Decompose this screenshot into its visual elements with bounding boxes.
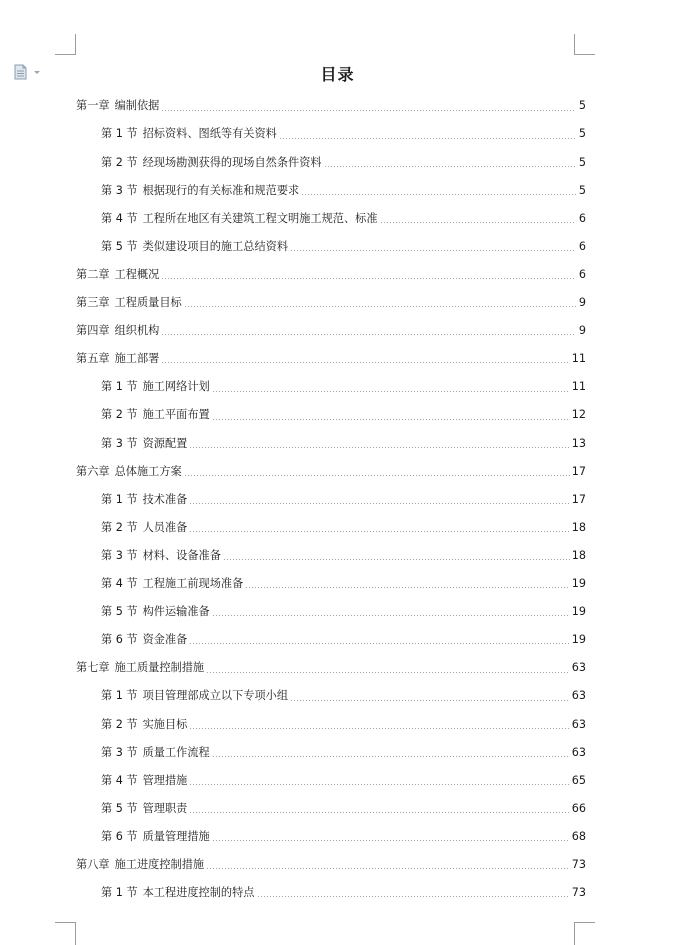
toc-chapter-entry[interactable]	[76, 317, 586, 345]
toc-page-number: 19	[571, 633, 586, 647]
toc-section-entry[interactable]	[101, 485, 586, 513]
toc-section-entry[interactable]	[101, 233, 586, 261]
toc-section-entry[interactable]	[101, 514, 586, 542]
toc-page-number: 63	[571, 689, 586, 703]
toc-section-entry[interactable]	[101, 710, 586, 738]
toc-page-number: 5	[578, 127, 586, 141]
toc-page-number: 6	[578, 211, 586, 225]
crop-mark-bottom-right	[574, 922, 595, 923]
toc-section-entry[interactable]	[101, 204, 586, 232]
toc-entry-number: 第 1 节	[101, 492, 138, 506]
dot-leader	[212, 756, 570, 757]
dot-leader	[189, 643, 569, 644]
crop-mark-bottom-right	[574, 922, 575, 945]
toc-section-entry[interactable]	[101, 682, 586, 710]
toc-page-number: 63	[571, 745, 586, 759]
toc-entry-number: 第 3 节	[101, 183, 138, 197]
toc-entry-number: 第 2 节	[101, 408, 138, 422]
toc-chapter-entry[interactable]	[76, 345, 586, 373]
toc-entry-title: 工程施工前现场准备	[142, 577, 244, 591]
toc-section-entry[interactable]	[101, 429, 586, 457]
toc-page-number: 6	[578, 239, 586, 253]
toc-entry-number: 第四章	[76, 324, 110, 338]
toc-entry-title: 材料、设备准备	[142, 548, 221, 562]
toc-entry-title: 工程概况	[114, 267, 160, 281]
dot-leader	[184, 475, 570, 476]
toc-page-number: 6	[578, 267, 586, 281]
page-title: 目录	[320, 65, 355, 84]
toc-entry-number: 第 1 节	[101, 380, 138, 394]
toc-page-number: 17	[571, 492, 586, 506]
toc-entry-title: 质量管理措施	[142, 829, 210, 843]
toc-page-number: 68	[571, 829, 586, 843]
toc-entry-number: 第 6 节	[101, 633, 138, 647]
toc-section-entry[interactable]	[101, 176, 586, 204]
dot-leader	[189, 531, 569, 532]
toc-entry-number: 第 4 节	[101, 577, 138, 591]
toc-entry-title: 总体施工方案	[114, 464, 182, 478]
toc-entry-title: 人员准备	[142, 520, 188, 534]
crop-mark-top-left	[75, 34, 76, 55]
toc-entry-title: 管理职责	[142, 801, 188, 815]
toc-section-entry[interactable]	[101, 373, 586, 401]
toc-entry-title: 技术准备	[142, 492, 188, 506]
toc-entry-title: 招标资料、图纸等有关资料	[142, 127, 277, 141]
toc-entry-title: 项目管理部成立以下专项小组	[142, 689, 289, 703]
toc-entry-title: 工程质量目标	[114, 296, 182, 310]
toc-section-entry[interactable]	[101, 542, 586, 570]
toc-page-number: 18	[571, 548, 586, 562]
toc-entry-number: 第六章	[76, 464, 110, 478]
toc-entry-title: 组织机构	[114, 324, 160, 338]
toc-entry-title: 经现场勘测获得的现场自然条件资料	[142, 155, 322, 169]
toc-section-entry[interactable]	[101, 823, 586, 851]
toc-entry-number: 第 2 节	[101, 520, 138, 534]
dot-leader	[301, 194, 576, 195]
toc-section-entry[interactable]	[101, 148, 586, 176]
toc-entry-number: 第 2 节	[101, 155, 138, 169]
dot-leader	[212, 419, 570, 420]
toc-entry-number: 第八章	[76, 858, 110, 872]
dot-leader	[189, 812, 569, 813]
toc-entry-title: 施工部署	[114, 352, 160, 366]
dot-leader	[212, 615, 570, 616]
toc-entry-number: 第 5 节	[101, 239, 138, 253]
toc-page-number: 11	[571, 380, 586, 394]
toc-entry-title: 本工程进度控制的特点	[142, 886, 255, 900]
crop-mark-top-right	[574, 34, 575, 55]
toc-page-number: 5	[578, 99, 586, 113]
toc-section-entry[interactable]	[101, 401, 586, 429]
toc-entry-title: 实施目标	[142, 717, 188, 731]
toc-entry-number: 第七章	[76, 661, 110, 675]
toc-section-entry[interactable]	[101, 795, 586, 823]
dot-leader	[245, 587, 569, 588]
toc-page-number: 11	[571, 352, 586, 366]
toc-entry-title: 资源配置	[142, 436, 188, 450]
toc-page-number: 73	[571, 886, 586, 900]
dot-leader	[161, 278, 576, 279]
toc-entry-title: 类似建设项目的施工总结资料	[142, 239, 289, 253]
toc-entry-title: 施工质量控制措施	[114, 661, 205, 675]
toc-entry-title: 质量工作流程	[142, 745, 210, 759]
dot-leader	[161, 362, 569, 363]
toc-page-number: 63	[571, 661, 586, 675]
toc-chapter-entry[interactable]	[76, 289, 586, 317]
toc-section-entry[interactable]	[101, 570, 586, 598]
toc-chapter-entry[interactable]	[76, 92, 586, 120]
dot-leader	[279, 138, 576, 139]
toc-section-entry[interactable]	[101, 626, 586, 654]
toc-entry-title: 施工进度控制措施	[114, 858, 205, 872]
toc-entry-number: 第 5 节	[101, 801, 138, 815]
dot-leader	[206, 672, 570, 673]
toc-section-entry[interactable]	[101, 598, 586, 626]
toc-entry-number: 第三章	[76, 296, 110, 310]
toc-entry-title: 施工平面布置	[142, 408, 210, 422]
toc-page-number: 5	[578, 155, 586, 169]
dot-leader	[189, 728, 569, 729]
toc-section-entry[interactable]	[101, 120, 586, 148]
dot-leader	[290, 250, 576, 251]
dot-leader	[189, 784, 569, 785]
dot-leader	[189, 447, 569, 448]
toc-entry-number: 第 4 节	[101, 773, 138, 787]
toc-entry-number: 第 2 节	[101, 717, 138, 731]
toc-entry-number: 第 4 节	[101, 211, 138, 225]
toc-entry-number: 第 1 节	[101, 689, 138, 703]
toc-chapter-entry[interactable]	[76, 851, 586, 879]
toc-section-entry[interactable]	[101, 766, 586, 794]
toc-page-number: 9	[578, 296, 586, 310]
toc-entry-number: 第 1 节	[101, 127, 138, 141]
toc-entry-number: 第 3 节	[101, 436, 138, 450]
toc-page-number: 9	[578, 324, 586, 338]
toc-entry-number: 第一章	[76, 99, 110, 113]
dot-leader	[206, 868, 570, 869]
toc-chapter-entry[interactable]	[76, 261, 586, 289]
toc-entry-number: 第 1 节	[101, 886, 138, 900]
toc-page-number: 5	[578, 183, 586, 197]
toc-entry-title: 管理措施	[142, 773, 188, 787]
toc-chapter-entry[interactable]	[76, 457, 586, 485]
toc-page-number: 19	[571, 577, 586, 591]
toc-entry-number: 第 5 节	[101, 605, 138, 619]
crop-mark-top-left	[55, 54, 76, 55]
toc-entry-title: 工程所在地区有关建筑工程文明施工规范、标准	[142, 211, 378, 225]
toc-entry-number: 第 3 节	[101, 745, 138, 759]
toc-page-number: 12	[571, 408, 586, 422]
toc-page-number: 65	[571, 773, 586, 787]
crop-mark-top-right	[574, 54, 595, 55]
crop-mark-bottom-left	[75, 922, 76, 945]
crop-mark-bottom-left	[55, 922, 76, 923]
toc-section-entry[interactable]	[101, 879, 586, 907]
toc-chapter-entry[interactable]	[76, 654, 586, 682]
toc-entry-title: 资金准备	[142, 633, 188, 647]
toc-page-number: 18	[571, 520, 586, 534]
dot-leader	[380, 222, 576, 223]
toc-entry-title: 施工网络计划	[142, 380, 210, 394]
dot-leader	[189, 503, 569, 504]
toc-entry-number: 第二章	[76, 267, 110, 281]
toc-section-entry[interactable]	[101, 738, 586, 766]
toc-entry-title: 构件运输准备	[142, 605, 210, 619]
dot-leader	[184, 306, 576, 307]
toc-entry-title: 编制依据	[114, 99, 160, 113]
dot-leader	[212, 391, 570, 392]
dot-leader	[161, 334, 576, 335]
dot-leader	[290, 700, 570, 701]
toc-entry-title: 根据现行的有关标准和规范要求	[142, 183, 300, 197]
toc-entry-number: 第五章	[76, 352, 110, 366]
dot-leader	[212, 840, 570, 841]
toc-page-number: 66	[571, 801, 586, 815]
dot-leader	[324, 166, 576, 167]
dot-leader	[257, 896, 570, 897]
toc-page-number: 17	[571, 464, 586, 478]
toc-entry-number: 第 6 节	[101, 829, 138, 843]
dot-leader	[223, 559, 570, 560]
toc-entry-number: 第 3 节	[101, 548, 138, 562]
toc-page-number: 63	[571, 717, 586, 731]
dot-leader	[161, 110, 576, 111]
toc-page-number: 19	[571, 605, 586, 619]
toc-page-number: 13	[571, 436, 586, 450]
toc-page-number: 73	[571, 858, 586, 872]
